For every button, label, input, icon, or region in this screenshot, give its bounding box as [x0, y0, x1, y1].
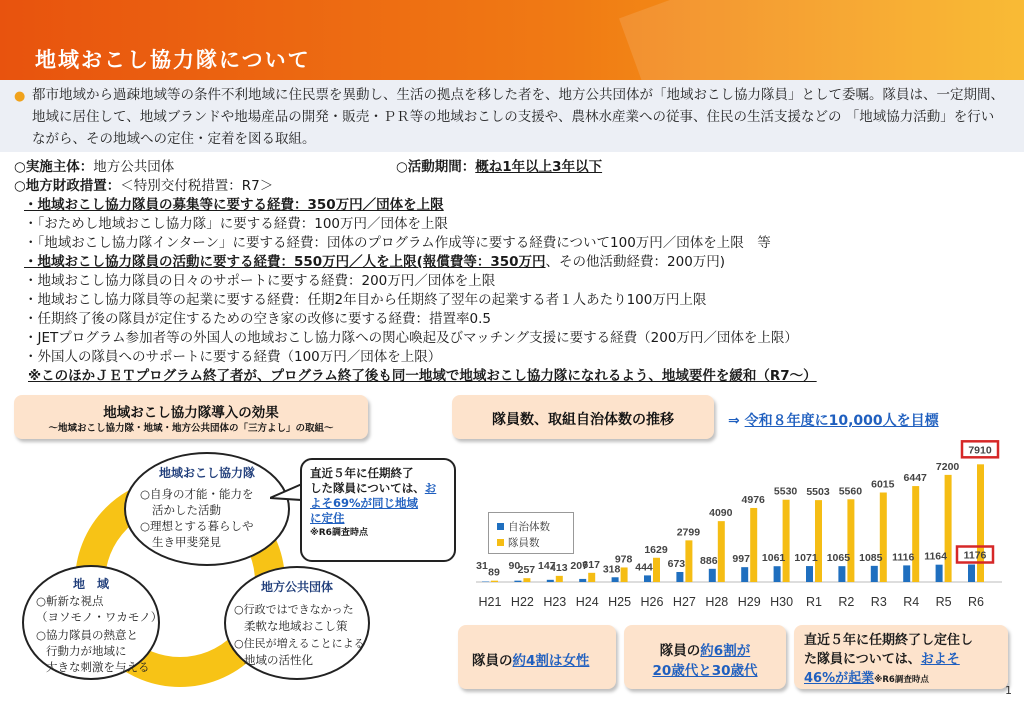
- fact-startup-c: およそ: [920, 652, 960, 667]
- bar-municipalities-R5: [936, 565, 943, 582]
- goal-arrow-icon: ⇒: [728, 413, 740, 429]
- label-members-H23: 413: [550, 561, 568, 574]
- label-municipalities-H22: 90: [508, 560, 521, 572]
- goal-target: 令和８年度に10,000人を目標: [744, 413, 939, 429]
- trend-title: 隊員数、取組自治体数の推移: [492, 412, 674, 428]
- callout-tail: [270, 482, 304, 504]
- fact-women-text: [472, 649, 589, 669]
- settlement-callout: [300, 458, 456, 562]
- fact-startup-line3: [804, 667, 929, 686]
- tick-label-H29: H29: [737, 595, 761, 609]
- tick-label-R4: R4: [903, 595, 920, 609]
- circle-region-line1: ○斬新な視点: [36, 594, 104, 608]
- tick-label-H28: H28: [705, 595, 729, 609]
- label-members-H27: 2799: [676, 526, 701, 539]
- legend-members-swatch: [497, 539, 504, 546]
- bar-municipalities-H27: [676, 572, 683, 582]
- fact-startup-d: 46%が起業: [804, 671, 875, 686]
- period-label: ○活動期間：: [396, 159, 476, 175]
- bar-members-H25: [621, 567, 628, 582]
- effects-title-box: [14, 395, 368, 439]
- bar-members-R1: [815, 500, 822, 582]
- trend-title-box: [452, 395, 714, 439]
- tick-label-H26: H26: [640, 595, 664, 609]
- tick-label-R1: R1: [806, 595, 822, 609]
- label-members-H26: 1629: [644, 543, 668, 556]
- label-municipalities-H27: 673: [667, 557, 686, 570]
- effects-title: 地域おこし協力隊導入の効果: [103, 405, 279, 421]
- label-members-H24: 617: [582, 558, 600, 571]
- bar-members-H29: [750, 508, 757, 582]
- bar-members-H22: [523, 578, 530, 582]
- bar-members-H27: [685, 540, 692, 582]
- circle-region: [22, 565, 163, 680]
- label-municipalities-H29: 997: [732, 553, 750, 566]
- circle-government-line3: ○住民が増えることによる: [234, 637, 365, 650]
- circle-region-line4: 行動力が地域に: [46, 644, 127, 658]
- circle-team-line2: 活かした活動: [152, 503, 221, 517]
- tick-label-R5: R5: [935, 595, 952, 609]
- callout-line1: 直近５年に任期終了: [310, 466, 414, 480]
- label-municipalities-H30: 1061: [761, 552, 786, 565]
- implementer-line: [14, 158, 174, 176]
- bar-municipalities-H29: [741, 567, 748, 582]
- tick-label-R3: R3: [870, 595, 887, 609]
- tick-label-H30: H30: [770, 595, 794, 609]
- legend-municipalities-swatch: [497, 523, 504, 530]
- circle-team-title: 地域おこし協力隊: [158, 466, 255, 480]
- bar-municipalities-R6: [968, 565, 975, 582]
- page-title: 地域おこし協力隊について: [35, 48, 311, 72]
- label-members-R2: 5560: [838, 485, 863, 498]
- fact-women: [458, 625, 616, 689]
- callout-line2: [310, 481, 446, 496]
- header-banner: [0, 0, 1024, 80]
- intro-text: 都市地域から過疎地域等の条件不利地域に住民票を異動し、生活の拠点を移した者を、地方公共団体が「地域おこし協力隊員」として委嘱。隊員は、一定期間、地域に居住して、地域ブランドや地場産品の開発・販売・ＰＲ等の地域おこしの支援や、農林水産業への従事、住民の生活支援などの 「地域協力活動」を行いながら、その地域への定住・定着を図る取組。: [32, 87, 1004, 147]
- measure-intern: ・「地域おこし協力隊インターン」に要する経費：団体のプログラム作成等に要する経費について100万円／団体を上限 等: [24, 235, 771, 251]
- tick-label-H25: H25: [608, 595, 632, 609]
- callout-note: ※R6調査時点: [310, 528, 368, 538]
- circle-region-title: 地 域: [72, 577, 109, 591]
- fact-women-b: 約4割は女性: [512, 653, 590, 669]
- bar-municipalities-R1: [806, 566, 813, 582]
- bar-members-H30: [783, 500, 790, 582]
- tick-label-H21: H21: [478, 595, 502, 609]
- fact-age: [624, 625, 786, 689]
- label-members-H30: 5530: [773, 485, 798, 498]
- circle-government: [224, 566, 370, 680]
- finance-value: ＜特別交付税措置：R7＞: [120, 178, 274, 194]
- callout-tail-shape: [270, 484, 302, 500]
- bar-members-H21: [491, 581, 498, 582]
- goal-text: [728, 410, 939, 430]
- chart-legend: [488, 512, 574, 554]
- label-municipalities-R4: 1116: [892, 551, 915, 564]
- legend-municipalities-label: 自治体数: [508, 521, 550, 533]
- tick-label-H23: H23: [543, 595, 567, 609]
- measure-activity: [24, 253, 725, 271]
- period-value: 概ね1年以上3年以下: [475, 159, 603, 175]
- fact-age-a: 隊員の: [659, 643, 701, 659]
- measure-recruit: ・地域おこし協力隊員の募集等に要する経費：350万円／団体を上限: [24, 197, 444, 213]
- fact-startup-line2: [804, 648, 960, 667]
- bar-members-R5: [945, 475, 952, 582]
- measure-support: ・地域おこし協力隊員の日々のサポートに要する経費：200万円／団体を上限: [24, 273, 496, 289]
- label-members-H29: 4976: [741, 493, 765, 506]
- label-municipalities-H23: 147: [538, 560, 556, 572]
- bullet-dot-icon: ●: [14, 89, 26, 104]
- tick-label-H27: H27: [672, 595, 696, 609]
- label-municipalities-H24: 207: [570, 560, 588, 572]
- measure-activity-bold: ・地域おこし協力隊員の活動に要する経費：550万円／人を上限(報償費等：350万円: [24, 254, 546, 270]
- bar-members-H28: [718, 521, 725, 582]
- bar-members-R6: [977, 464, 984, 582]
- finance-label: ○地方財政措置：: [14, 178, 121, 194]
- bar-municipalities-H28: [709, 569, 716, 582]
- tick-label-H22: H22: [510, 595, 534, 609]
- label-municipalities-H26: 444: [635, 561, 653, 574]
- label-members-R6: 7910: [968, 444, 992, 457]
- bar-members-H26: [653, 558, 660, 582]
- circle-region-line2: （ヨソモノ・ワカモノ）: [36, 610, 163, 624]
- circle-government-line2: 柔軟な地域おこし策: [244, 619, 348, 633]
- bar-municipalities-R4: [903, 565, 910, 582]
- fact-startup: [794, 625, 1008, 689]
- label-municipalities-R3: 1085: [859, 551, 883, 564]
- legend-municipalities: [497, 519, 550, 534]
- implementer-label: ○実施主体：: [14, 159, 94, 175]
- circle-team-line3: ○理想とする暮らしや: [140, 519, 254, 533]
- fact-age-line1: [624, 639, 786, 659]
- label-members-R4: 6447: [903, 472, 927, 485]
- bar-municipalities-H25: [612, 577, 619, 582]
- label-members-R1: 5503: [806, 486, 830, 499]
- effects-subtitle: ～地域おこし協力隊・地域・地方公共団体の「三方よし」の取組～: [48, 423, 334, 434]
- bar-members-R3: [880, 493, 887, 582]
- bar-municipalities-H26: [644, 575, 651, 582]
- fact-age-b: 約6割が: [700, 643, 751, 659]
- legend-members: [497, 535, 540, 550]
- circle-region-line3: ○協力隊員の熱意と: [36, 628, 139, 642]
- label-municipalities-R2: 1065: [826, 552, 851, 565]
- bar-members-R4: [912, 486, 919, 582]
- bar-members-R2: [847, 499, 854, 582]
- label-members-H22: 257: [517, 564, 536, 577]
- label-municipalities-H25: 318: [602, 563, 621, 576]
- circle-team: [124, 452, 290, 566]
- label-members-H28: 4090: [709, 507, 733, 520]
- label-municipalities-R5: 1164: [924, 550, 947, 563]
- measure-foreign: ・外国人の隊員へのサポートに要する経費（100万円／団体を上限）: [24, 349, 442, 365]
- fact-age-c: 20歳代と30歳代: [652, 663, 758, 679]
- callout-line2-text: した隊員については、: [310, 481, 425, 495]
- circle-team-line1: ○自身の才能・能力を: [140, 487, 254, 501]
- fact-startup-b: た隊員については、: [804, 652, 921, 667]
- bar-members-H23: [556, 576, 563, 582]
- label-members-R5: 7200: [935, 460, 960, 473]
- label-municipalities-R6: 1176: [963, 549, 987, 562]
- measure-trial: ・「おためし地域おこし協力隊」に要する経費：100万円／団体を上限: [24, 216, 449, 232]
- fact-startup-a: 直近５年に任期終了し定住し: [804, 633, 974, 648]
- circle-government-line4: 地域の活性化: [244, 653, 313, 667]
- circle-team-line4: 生き甲斐発見: [152, 535, 221, 549]
- measure-vacant-house: ・任期終了後の隊員が定住するための空き家の改修に要する経費：措置率0.5: [24, 311, 491, 327]
- jet-note: ※このほかＪＥＴプログラム終了者が、プログラム終了後も同一地域で地域おこし協力隊になれるよう、地域要件を緩和（R7～）: [28, 368, 817, 384]
- fact-women-a: 隊員の: [472, 653, 513, 669]
- bar-members-H24: [588, 573, 595, 582]
- label-members-R3: 6015: [871, 478, 895, 491]
- label-members-H21: 89: [488, 566, 500, 579]
- label-municipalities-H28: 886: [700, 554, 718, 567]
- tick-label-R6: R6: [968, 595, 984, 609]
- circle-region-line5: 大きな刺激を与える: [46, 660, 150, 674]
- measure-activity-rest: 、その他活動経費：200万円): [545, 254, 726, 270]
- label-municipalities-R1: 1071: [794, 552, 818, 565]
- circle-government-line1: ○行政ではできなかった: [234, 603, 354, 616]
- bar-municipalities-R2: [838, 566, 845, 582]
- bar-municipalities-H30: [774, 566, 781, 582]
- label-members-H25: 978: [614, 553, 633, 566]
- implementer-value: 地方公共団体: [93, 159, 175, 175]
- bar-municipalities-H24: [579, 579, 586, 582]
- label-municipalities-H21: 31: [476, 560, 488, 572]
- callout-line2-blue: お: [424, 481, 437, 495]
- circle-government-title: 地方公共団体: [260, 580, 333, 594]
- bar-municipalities-R3: [871, 566, 878, 582]
- legend-members-label: 隊員数: [508, 537, 540, 549]
- callout-line3: よそ69%が同じ地域: [310, 496, 419, 510]
- intro-box: [0, 80, 1024, 152]
- bar-municipalities-H23: [547, 580, 554, 582]
- page-number: 1: [1005, 684, 1012, 697]
- tick-label-H24: H24: [575, 595, 599, 609]
- measure-startup: ・地域おこし協力隊員等の起業に要する経費：任期2年目から任期終了翌年の起業する者１人あたり100万円上限: [24, 292, 707, 308]
- bar-municipalities-H22: [514, 581, 521, 582]
- period-line: [396, 158, 602, 176]
- fact-startup-note: ※R6調査時点: [874, 675, 929, 685]
- tick-label-R2: R2: [838, 595, 855, 609]
- finance-line: [14, 177, 273, 195]
- callout-line4: に定住: [310, 511, 345, 525]
- measure-jet: ・JETプログラム参加者等の外国人の地域おこし協力隊への関心喚起及びマッチング支援に要する経費（200万円／団体を上限）: [24, 330, 798, 346]
